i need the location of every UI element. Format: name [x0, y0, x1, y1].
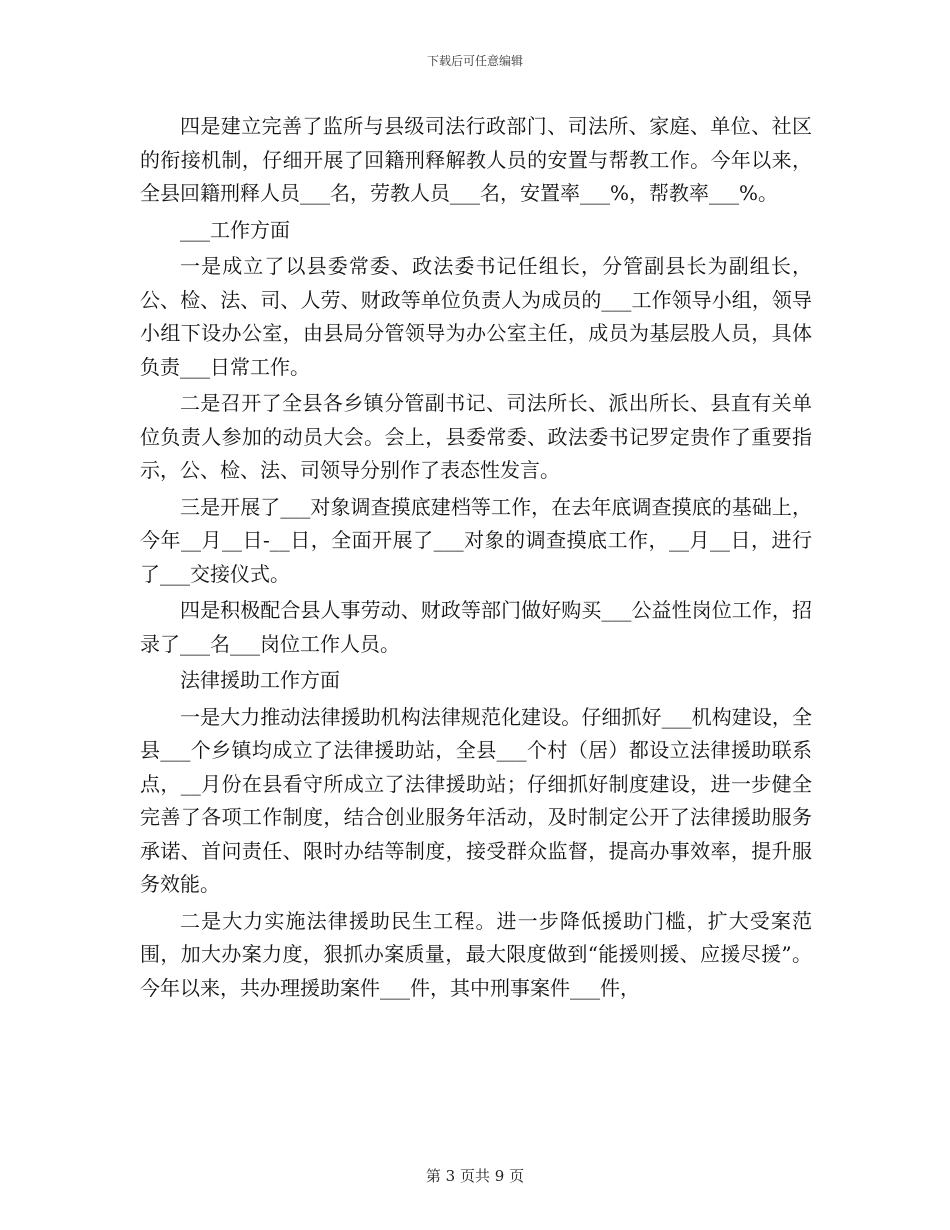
page-number: 第 3 页共 9 页: [425, 1167, 525, 1185]
paragraph: 三是开展了___对象调查摸底建档等工作，在去年底调查摸底的基础上，今年__月__日-__日，全面开展了___对象的调查摸底工作，__月__日，进行了___交接仪式。: [140, 494, 812, 586]
paragraph: 四是建立完善了监所与县级司法行政部门、司法所、家庭、单位、社区的衔接机制，仔细开展了回籍刑释解教人员的安置与帮教工作。今年以来，全县回籍刑释人员___名，劳教人员___名，安置率___%，帮教率___%。: [140, 114, 812, 205]
section-heading: ___工作方面: [180, 217, 290, 242]
document-body: [140, 110, 812, 1008]
page-header-note: 下载后可任意编辑: [426, 54, 523, 68]
paragraph: 一是成立了以县委常委、政法委书记任组长，分管副县长为副组长，公、检、法、司、人劳、财政等单位负责人为成员的___工作领导小组，领导小组下设办公室，由县局分管领导为办公室主任，成员为基层股人员，具体负责___日常工作。: [140, 254, 812, 379]
paragraph: 二是大力实施法律援助民生工程。进一步降低援助门槛，扩大受案范围，加大办案力度，狠抓办案质量，最大限度做到“能援则援、应援尽援”。今年以来，共办理援助案件___件，其中刑事案件___件，: [140, 908, 812, 1000]
paragraph: 二是召开了全县各乡镇分管副书记、司法所长、派出所长、县直有关单位负责人参加的动员大会。会上，县委常委、政法委书记罗定贵作了重要指示，公、检、法、司领导分别作了表态性发言。: [140, 391, 812, 482]
paragraph: 四是积极配合县人事劳动、财政等部门做好购买___公益性岗位工作，招录了___名___岗位工作人员。: [140, 598, 812, 656]
section-heading: 法律援助工作方面: [180, 668, 340, 692]
paragraph: 一是大力推动法律援助机构法律规范化建设。仔细抓好___机构建设，全县___个乡镇均成立了法律援助站，全县___个村（居）都设立法律援助联系点，__月份在县看守所成立了法律援助站；仔细抓好制度建设，进一步健全完善了各项工作制度，结合创业服务年活动，及时制定公开了法律援助服务承诺、首问责任、限时办结等制度，接受群众监督，提高办事效率，提升服务效能。: [140, 704, 812, 896]
